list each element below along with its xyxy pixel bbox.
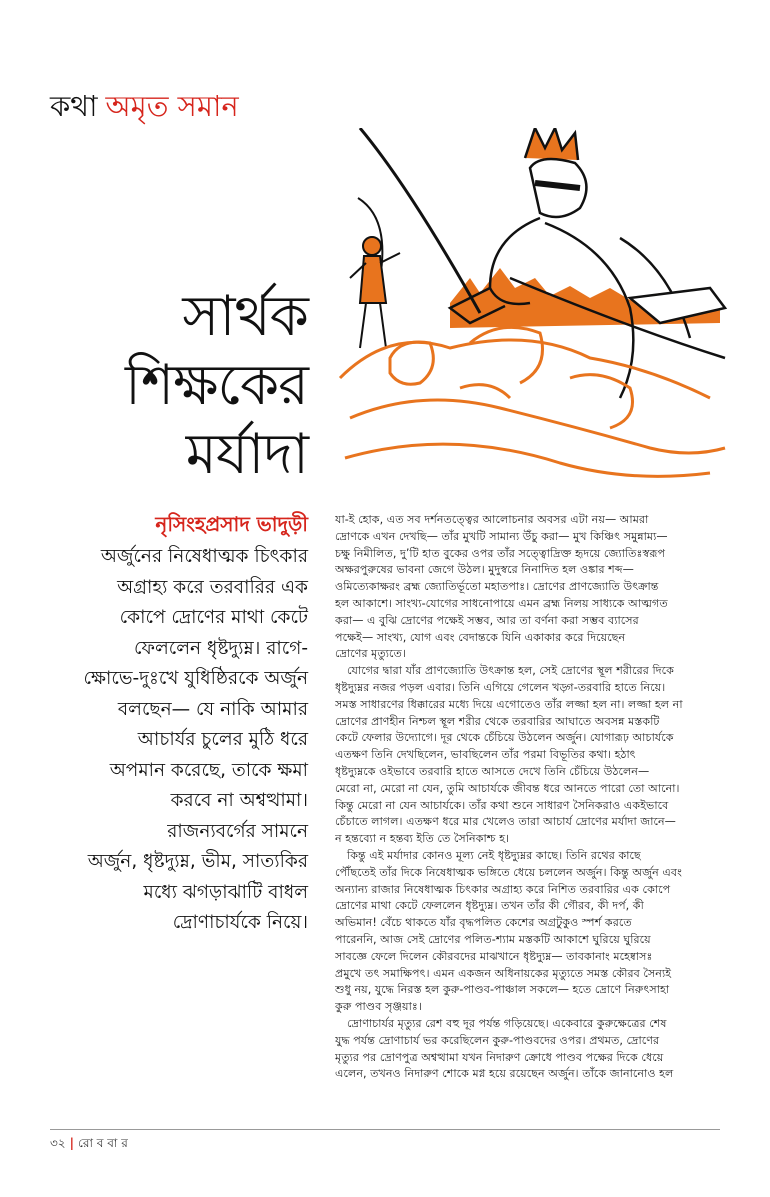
section-title: অমৃত সমান — [105, 89, 239, 123]
body-line: পৌঁছতেই তাঁর দিকে নিষেধাত্মক ভঙ্গিতে ধেয়ে চললেন অর্জুন। কিন্তু অর্জুন এবং — [335, 865, 682, 879]
article-headline — [125, 282, 308, 489]
lede-line: করবে না অশ্বত্থামা। — [170, 790, 308, 811]
headline-line: সার্থক — [182, 284, 308, 349]
body-line: সমস্ত সাধারণের ধিক্কারের মধ্যে দিয়ে এগোতেও তাঁর লজ্জা হল না। লজ্জা হল না — [335, 697, 683, 711]
body-line: সাবজ্ঞে ফেলে দিলেন কৌরবদের মাঝখানে ধৃষ্টদ্যুম্ন— তাবকানাং মহেষ্বাসঃ — [335, 949, 653, 963]
body-line: কিন্তু মেরো না যেন আচার্যকে। তাঁর কথা শুনে সাধারণ সৈনিকরাও একইভাবে — [335, 798, 669, 812]
lede-line: অর্জুন, ধৃষ্টদ্যুম্ন, ভীম, সাত্যকির — [87, 851, 308, 872]
body-line: করা— এ বুঝি দ্রোণের পক্ষেই সম্ভব, আর তা বর্ণনা করা সম্ভব ব্যাসের — [335, 613, 639, 627]
fallen-figure — [340, 327, 725, 476]
body-text-column — [335, 512, 707, 1083]
page-footer — [50, 1135, 128, 1155]
body-line: দ্রোণের প্রাণহীন নিশ্চল স্থূল শরীর থেকে তরবারির আঘাতে অবসন্ন মস্তকটি — [335, 714, 660, 728]
lede-line: ক্ষোভে-দুঃখে যুধিষ্ঠিরকে অর্জুন — [83, 668, 308, 689]
body-line: দ্রোণকে এখন দেখছি— তাঁর মুখটি সামান্য উঁচু করা— মুখ কিঞ্চিৎ সমুন্নাম্য— — [335, 529, 668, 543]
lede-line: মধ্যে ঝগড়াঝাটি বাধল — [143, 881, 308, 903]
lede-paragraph — [43, 542, 308, 939]
body-line: কুরু পাণ্ডব সৃঞ্জয়াঃ। — [335, 1000, 422, 1014]
body-line: কেটে ফেলার উদ্যোগে। দূর থেকে চেঁচিয়ে উঠলেন অর্জুন। যোগারূঢ় আচার্যকে — [335, 731, 674, 745]
body-line: এতক্ষণ তিনি দেখছিলেন, ভাবছিলেন তাঁর পরমা বিভূতির কথা। হঠাৎ — [335, 748, 636, 762]
body-line: যোগের দ্বারা যাঁর প্রাণজ্যোতি উৎক্রান্ত হল, সেই দ্রোণের স্থূল শরীরের দিকে — [347, 664, 674, 678]
lede-line: কোপে দ্রোণের মাথা কেটে — [119, 607, 308, 628]
archer-figure — [350, 198, 400, 348]
body-line: যুদ্ধ পর্যন্ত দ্রোণাচার্য ভর করেছিলেন কুরু-পাণ্ডবদের ওপর। প্রথমত, দ্রোণের — [335, 1033, 660, 1047]
body-line: যা-ই হোক, এত সব দর্শনতত্ত্বের আলোচনার অবসর এটা নয়— আমরা — [335, 513, 649, 526]
lede-line: ফেললেন ধৃষ্টদ্যুম্ন। রাগে- — [134, 637, 308, 659]
lede-line: অপমান করেছে, তাকে ক্ষমা — [109, 759, 308, 781]
lede-line: অগ্রাহ্য করে তরবারির এক — [117, 576, 308, 598]
body-line: পারেননি, আজ সেই দ্রোণের পলিত-শ্যাম মস্তকটি আকাশে ঘুরিয়ে ঘুরিয়ে — [335, 932, 651, 946]
lede-line: বলছেন— যে নাকি আমার — [117, 698, 308, 720]
body-line: পক্ষেই— সাংখ্য, যোগ এবং বেদান্তকে যিনি একাকার করে দিয়েছেন — [335, 630, 626, 644]
magazine-name: রো ব বা র — [78, 1136, 128, 1150]
footer-divider — [50, 1129, 720, 1130]
body-line: চেঁচাতে লাগল। এতক্ষণ ধরে মার খেলেও তারা আচার্য দ্রোণের মর্যাদা জানে— — [335, 815, 676, 829]
headline-line: মর্যাদা — [185, 422, 308, 487]
lede-line: রাজন্যবর্গের সামনে — [167, 820, 308, 842]
body-line: অক্ষরপুরুষের ভাবনা জেগে উঠল। মুদুস্বরে নিনাদিত হল ওঙ্কার শব্দ— — [335, 563, 634, 577]
body-line: মৃত্যুর পর দ্রোণপুত্র অশ্বত্থামা যখন নিদারুণ ক্রোধে পাণ্ডব পক্ষের দিকে ধেয়ে — [335, 1050, 664, 1064]
section-header — [50, 89, 239, 123]
body-line: শুধু নয়, যুদ্ধে নিরস্ত হল কুরু-পাণ্ডব-পাঞ্চাল সকলে— হতে দ্রোণে নিরুৎসাহা — [335, 983, 670, 997]
body-line: চক্ষু নিমীলিত, দু’টি হাত বুকের ওপর তাঁর সত্ত্বোদ্রিক্ত হৃদয়ে জ্যোতিঃস্বরূপ — [335, 546, 666, 560]
body-line: অভিমান! বেঁচে থাকতে যাঁর বৃদ্ধপলিত কেশের অগ্রটুকুও স্পর্শ করতে — [335, 916, 632, 930]
body-line: মেরো না, মেরো না যেন, তুমি আচার্যকে জীবন্ত ধরে আনতে পারো তো আনো। — [335, 781, 680, 795]
body-line: দ্রোণাচার্যর মৃত্যুর রেশ বহু দূর পর্যন্ত গড়িয়েছে। একেবারে কুরুক্ষেত্রের শেষ — [347, 1016, 667, 1030]
lede-line: আচার্যর চুলের মুঠি ধরে — [137, 729, 308, 750]
section-label: কথা — [50, 89, 98, 123]
body-line: ন হন্তব্যো ন হন্তব্য ইতি তে সৈনিকাশ্চ হ। — [335, 832, 510, 846]
author-byline: নৃসিংহপ্রসাদ ভাদুড়ী — [155, 512, 308, 536]
body-line: এলেন, তখনও নিদারুণ শোকে মগ্ন হয়ে রয়েছেন অর্জুন। তাঁকে জানানোও হল — [335, 1067, 674, 1081]
body-line: ওমিত্যেকাক্ষরং ব্রহ্ম জ্যোতির্ভূতো মহাতপাঃ। দ্রোণের প্রাণজ্যোতি উৎক্রান্ত — [335, 580, 659, 594]
body-line: দ্রোণের মৃত্যুতে। — [335, 647, 406, 661]
lede-line: দ্রোণাচার্যকে নিয়ে। — [172, 912, 308, 933]
body-line: ধৃষ্টদ্যুম্নর নজর পড়ল এবার। তিনি এগিয়ে গেলেন খড়্গ-তরবারি হাতে নিয়ে। — [335, 680, 666, 694]
headline-line: শিক্ষকের — [124, 353, 308, 418]
body-line: কিন্তু এই মর্যাদার কোনও মূল্য নেই ধৃষ্টদ্যুম্নর কাছে। তিনি রথের কাছে — [347, 848, 641, 862]
lede-line: অর্জুনের নিষেধাত্মক চিৎকার — [100, 546, 308, 567]
body-line: দ্রোণের মাথা কেটে ফেললেন ধৃষ্টদ্যুম্ন। তখন তাঁর কী গৌরব, কী দর্প, কী — [335, 899, 644, 913]
body-line: অন্যান্য রাজার নিষেধাত্মক চিৎকার অগ্রাহ্য করে নিশিত তরবারির এক কোপে — [335, 882, 671, 896]
warrior-sword-illustration — [330, 128, 730, 493]
page-number: ৩২ — [50, 1136, 66, 1150]
footer-separator: | — [69, 1136, 74, 1150]
body-line: প্রমুখে তৎ সমাক্ষিপৎ। এমন একজন অধিনায়কের মৃত্যুতে সমস্ত কৌরব সৈন্যই — [335, 966, 672, 980]
body-line: হল আকাশে। সাংখ্য-যোগের সাধনোপায়ে এমন ব্রহ্ম নিলয় সাধ্যকে আত্মগত — [335, 596, 668, 610]
body-line: ধৃষ্টদ্যুম্নকে ওইভাবে তরবারি হাতে আসতে দেখে তিনি চেঁচিয়ে উঠলেন— — [335, 764, 650, 778]
